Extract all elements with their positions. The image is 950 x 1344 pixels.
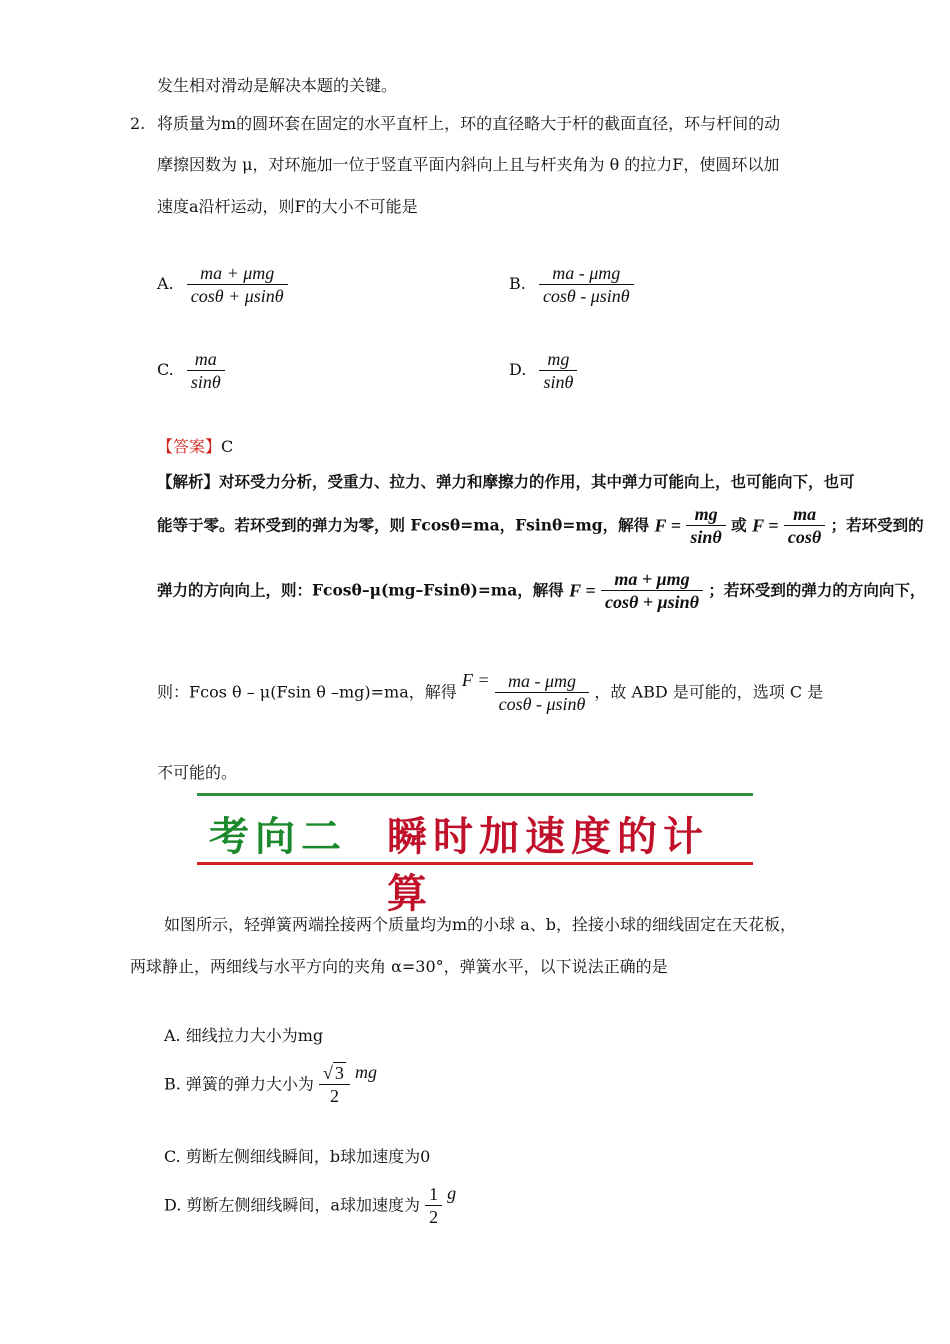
- option-a-numerator: ma + μmg: [187, 262, 288, 285]
- option-d-denominator: sinθ: [543, 372, 574, 392]
- option-c-numerator: ma: [187, 348, 225, 371]
- option-a-denominator: cosθ + μsinθ: [190, 286, 284, 306]
- option-b-denominator: cosθ - μsinθ: [542, 286, 630, 306]
- answer-bracket: 【答案】: [157, 437, 222, 456]
- option-c-label: C.: [157, 360, 174, 379]
- frac1-denominator: sinθ: [690, 527, 722, 547]
- option-a-label: A.: [157, 274, 174, 293]
- q2-line1: 将质量为m的圆环套在固定的水平直杆上，环的直径略大于杆的截面直径，环与杆间的动: [157, 114, 781, 133]
- analysis-line4: [157, 670, 823, 715]
- analysis-or: 或: [731, 515, 747, 535]
- intro-text: 发生相对滑动是解决本题的关键。: [157, 76, 398, 95]
- q3-line1: 如图所示，轻弹簧两端拴接两个质量均为m的小球 a、b，拴接小球的细线固定在天花板，: [164, 915, 797, 934]
- option-d-label: D.: [509, 360, 527, 379]
- option-d-numerator: mg: [539, 348, 577, 371]
- analysis-bracket: 【解析】: [157, 472, 220, 491]
- q2-line2: 摩擦因数为 μ，对环施加一位于竖直平面内斜向上且与杆夹角为 θ 的拉力F，使圆环以加: [157, 155, 780, 174]
- banner-right-text: 瞬时加速度的计算: [387, 814, 709, 917]
- analysis-text-2b: ；若环受到的: [830, 515, 924, 535]
- frac3-numerator: ma + μmg: [601, 568, 703, 591]
- q3-line2: 两球静止，两细线与水平方向的夹角 α=30°，弹簧水平，以下说法正确的是: [130, 957, 668, 976]
- analysis-line1: [157, 472, 855, 492]
- banner-top-rule: [197, 793, 753, 796]
- option-d-unit: g: [447, 1183, 457, 1203]
- eq-f-4: F =: [461, 670, 490, 690]
- analysis-text-4a: 则：Fcos θ – μ(Fsin θ –mg)=ma，解得: [157, 682, 457, 702]
- q3-option-a: A. 细线拉力大小为mg: [164, 1026, 324, 1045]
- analysis-text-3b: ；若环受到的弹力的方向向下，: [708, 580, 926, 600]
- option-b-text: B. 弹簧的弹力大小为: [164, 1074, 314, 1094]
- eq-f-2: F =: [752, 515, 779, 536]
- sqrt-numerator: √ 3: [319, 1062, 350, 1085]
- q3-option-c: C. 剪断左侧细线瞬间，b球加速度为0: [164, 1147, 431, 1166]
- frac2-numerator: ma: [784, 503, 825, 526]
- analysis-line2: [157, 503, 924, 548]
- banner-left-text: 考向二: [209, 814, 347, 860]
- option-b-numerator: ma - μmg: [539, 262, 634, 285]
- sqrt-radicand: 3: [334, 1063, 344, 1083]
- frac4-numerator: ma - μmg: [495, 670, 590, 693]
- analysis-text-1: 对环受力分析，受重力、拉力、弹力和摩擦力的作用，其中弹力可能向上，也可能向下，也可: [219, 472, 855, 491]
- analysis-text-2a: 能等于零。若环受到的弹力为零，则 Fcosθ=ma，Fsinθ=mg，解得: [157, 515, 650, 535]
- analysis-line5: 不可能的。: [157, 763, 238, 782]
- option-b-label: B.: [509, 274, 526, 293]
- q2-option-b: [509, 262, 634, 307]
- option-d-text: D. 剪断左侧细线瞬间，a球加速度为: [164, 1195, 420, 1215]
- analysis-line3: [157, 568, 925, 613]
- q3-option-b: [164, 1062, 377, 1107]
- eq-f-3: F =: [569, 580, 596, 601]
- q2-line3: 速度a沿杆运动，则F的大小不可能是: [157, 197, 418, 216]
- q2-option-a: [157, 262, 288, 307]
- answer-line: [157, 437, 233, 457]
- frac3-denominator: cosθ + μsinθ: [605, 592, 699, 612]
- option-b-unit: mg: [355, 1062, 378, 1082]
- eq-f-1: F =: [654, 515, 681, 536]
- analysis-text-4b: ，故 ABD 是可能的，选项 C 是: [594, 682, 824, 702]
- option-d-numerator: 1: [425, 1183, 442, 1206]
- answer-value: C: [221, 437, 234, 456]
- frac4-denominator: cosθ - μsinθ: [498, 694, 586, 714]
- q3-option-d: [164, 1183, 456, 1228]
- option-b-denominator: 2: [329, 1086, 339, 1106]
- analysis-text-3a: 弹力的方向向上，则：Fcosθ–μ(mg–Fsinθ)=ma，解得: [157, 580, 564, 600]
- q2-option-c: [157, 348, 225, 393]
- option-c-denominator: sinθ: [190, 372, 221, 392]
- section-banner: [197, 793, 753, 917]
- option-d-denominator: 2: [429, 1207, 439, 1227]
- frac2-denominator: cosθ: [787, 527, 822, 547]
- banner-bottom-rule: [197, 862, 753, 865]
- q2-number: 2.: [130, 114, 146, 133]
- q2-option-d: [509, 348, 577, 393]
- frac1-numerator: mg: [686, 503, 725, 526]
